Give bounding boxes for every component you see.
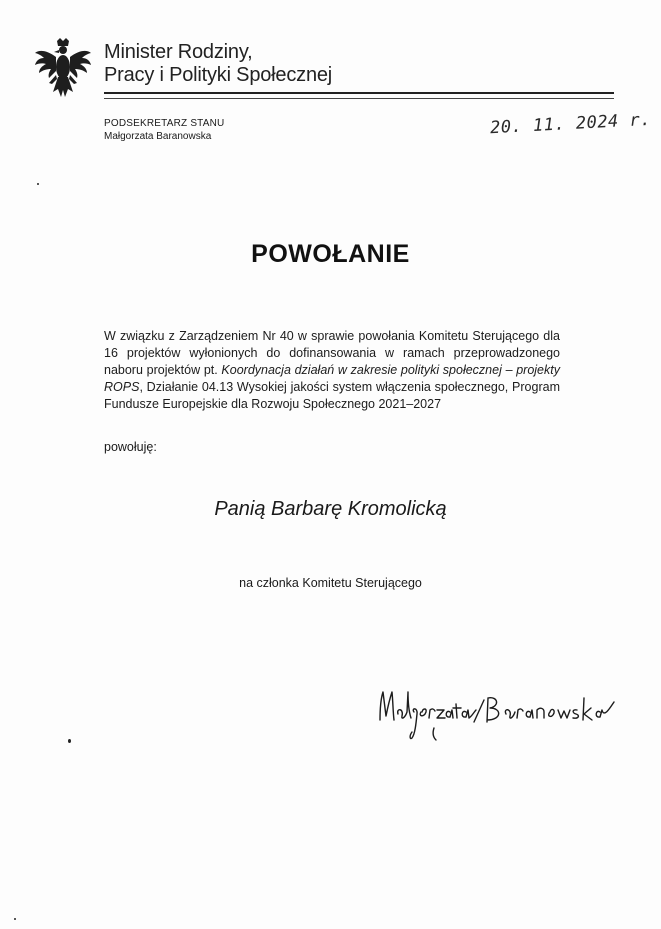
paragraph-italic-project: Koordynacja działań w zakresie polityki społecznej – projekty ROPS: [104, 363, 560, 394]
header-rule-thick: [104, 92, 614, 94]
appoint-word: powołuję:: [104, 440, 157, 454]
scan-speck: [68, 739, 71, 743]
secretary-name: Małgorzata Baranowska: [104, 131, 212, 142]
secretary-title: PODSEKRETARZ STANU: [104, 118, 225, 129]
ministry-line-2: Pracy i Polityki Społecznej: [104, 64, 333, 86]
appointee-name: Panią Barbarę Kromolicką: [214, 498, 447, 520]
polish-eagle-emblem-icon: [34, 37, 92, 103]
document-title: POWOŁANIE: [251, 240, 410, 268]
ministry-name: [104, 41, 332, 87]
appointee-role: na członka Komitetu Sterującego: [239, 576, 422, 590]
header-rule-thin: [104, 98, 614, 99]
paragraph-text-2: , Działanie 04.13 Wysokiej jakości system włączenia społecznego, Program Fundusze Europejskie dla Rozwoju Społecznego 2021–2027: [104, 380, 560, 411]
paragraph-text-1: W związku z Zarządzeniem Nr 40 w sprawie powołania Komitetu Sterującego dla 16 projektów wyłonionych do dofinansowania w ramach przeprowadzonego naboru projektów pt.: [104, 329, 560, 377]
handwritten-signature: [374, 678, 632, 748]
body-paragraph: [104, 328, 560, 413]
scan-speck: [14, 918, 16, 920]
scan-speck: [37, 183, 39, 185]
ministry-line-1: Minister Rodziny,: [104, 41, 253, 63]
handwritten-date: 20. 11. 2024 r.: [489, 109, 652, 139]
